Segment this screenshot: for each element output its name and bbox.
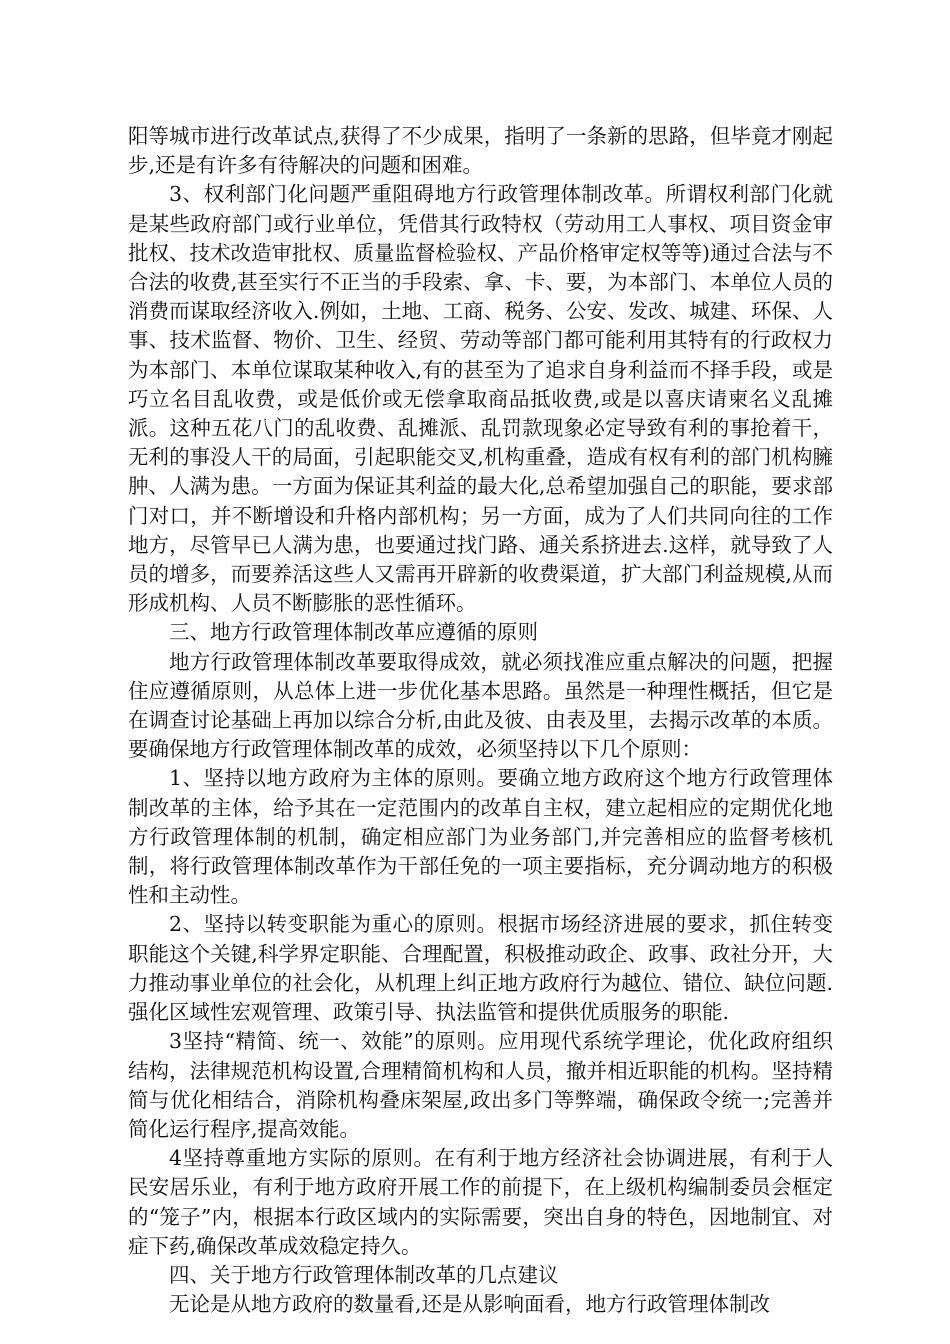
paragraph: 4坚持尊重地方实际的原则。在有利于地方经济社会协调进展，有利于人民安居乐业，有利于地方政府开展工作的前提下，在上级机构编制委员会框定的“笼子”内，根据本行政区域内的实际需要，突出自身的特色，因地制宜、对症下药,确保改革成效稳定持久。 [128,1146,833,1258]
paragraph: 3、权利部门化问题严重阻碍地方行政管理体制改革。所谓权利部门化就是某些政府部门或行业单位，凭借其行政特权（劳动用工人事权、项目资金审批权、技术改造审批权、质量监督检验权、产品价格审定权等等)通过合法与不合法的收费,甚至实行不正当的手段索、拿、卡、要，为本部门、本单位人员的消费而谋取经济收入.例如，土地、工商、税务、公安、发改、城建、环保、人事、技术监督、物价、卫生、经贸、劳动等部门都可能利用其特有的行政权力为本部门、本单位谋取某种收入,有的甚至为了追求自身利益而不择手段，或是巧立名目乱收费，或是低价或无偿拿取商品抵收费,或是以喜庆请柬名义乱摊派。这种五花八门的乱收费、乱摊派、乱罚款现象必定导致有利的事抢着干，无利的事没人干的局面，引起职能交叉,机构重叠，造成有权有利的部门机构臃肿、人满为患。一方面为保证其利益的最大化,总希望加强自己的职能，要求部门对口，并不断增设和升格内部机构；另一方面，成为了人们共同向往的工作地方，尽管早已人满为患，也要通过找门路、通关系挤进去.这样，就导致了人员的增多，而要养活这些人又需再开辟新的收费渠道，扩大部门利益规模,从而形成机构、人员不断膨胀的恶性循环。 [128,182,833,616]
paragraph: 3坚持“精简、统一、效能”的原则。应用现代系统学理论，优化政府组织结构，法律规范机构设置,合理精简机构和人员，撤并相近职能的机构。坚持精简与优化相结合，消除机构叠床架屋,政出多门等弊端，确保政令统一;完善并简化运行程序,提高效能。 [128,1029,833,1141]
paragraph: 无论是从地方政府的数量看,还是从影响面看，地方行政管理体制改 [169,1292,771,1317]
paragraph: 阳等城市进行改革试点,获得了不少成果，指明了一条新的思路，但毕竟才刚起步,还是有许多有待解决的问题和困难。 [128,124,833,178]
section-heading: 四、关于地方行政管理体制改革的几点建议 [169,1262,559,1287]
paragraph: 地方行政管理体制改革要取得成效，就必须找准应重点解决的问题，把握住应遵循原则，从总体上进一步优化基本思路。虽然是一种理性概括，但它是在调查讨论基础上再加以综合分析,由此及彼、由表及里，去揭示改革的本质。要确保地方行政管理体制改革的成效，必须坚持以下几个原则： [128,649,833,762]
document-body [128,122,833,1319]
section-heading: 三、地方行政管理体制改革应遵循的原则 [169,620,538,645]
paragraph: 1、坚持以地方政府为主体的原则。要确立地方政府这个地方行政管理体制改革的主体，给予其在一定范围内的改革自主权，建立起相应的定期优化地方行政管理体制的机制，确定相应部门为业务部门,并完善相应的监督考核机制，将行政管理体制改革作为干部任免的一项主要指标，充分调动地方的积极性和主动性。 [128,766,833,908]
paragraph: 2、坚持以转变职能为重心的原则。根据市场经济进展的要求，抓住转变职能这个关键,科学界定职能、合理配置，积极推动政企、政事、政社分开，大力推动事业单位的社会化，从机理上纠正地方政府行为越位、错位、缺位问题.强化区域性宏观管理、政策引导、执法监管和提供优质服务的职能. [128,912,833,1025]
